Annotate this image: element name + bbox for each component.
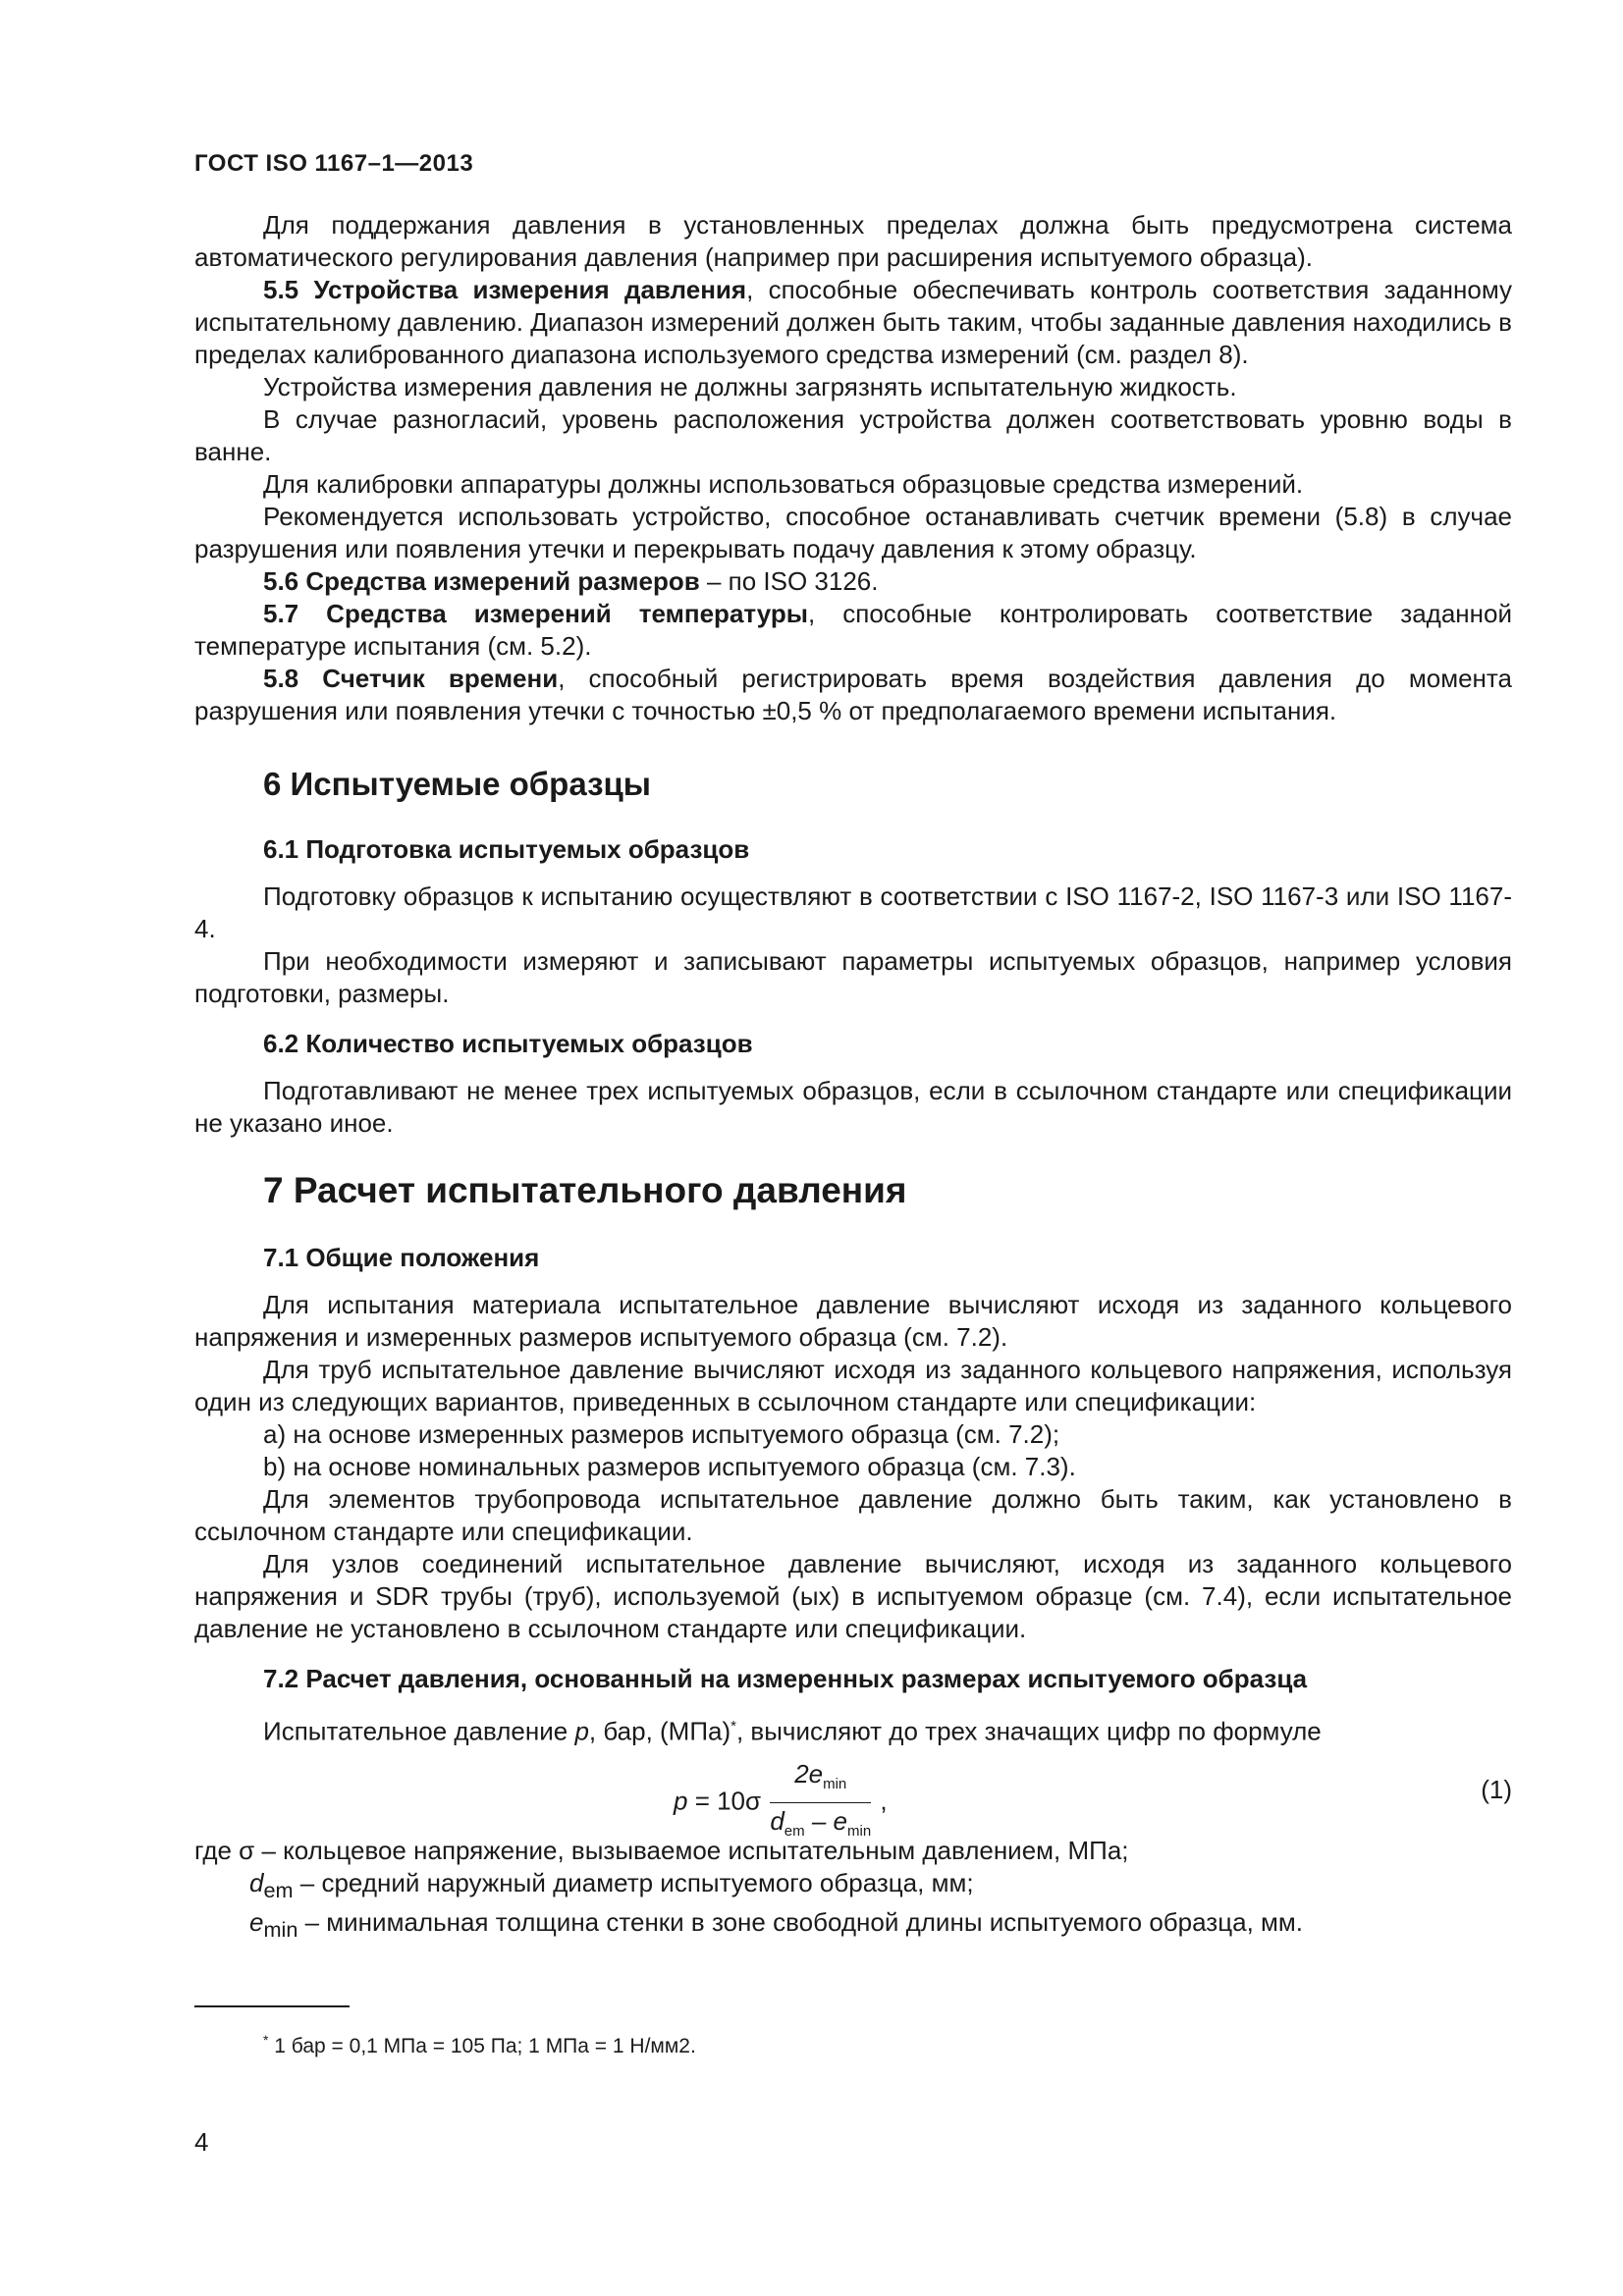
clause-text: – по ISO 3126. bbox=[699, 566, 879, 596]
list-item-b: b) на основе номинальных размеров испытуемого образца (см. 7.3). bbox=[263, 1452, 1076, 1481]
formula-expression bbox=[674, 1758, 888, 1847]
numerator-text: 2e bbox=[794, 1758, 824, 1789]
footnote-text: 1 бар = 0,1 МПа = 105 Па; 1 МПа = 1 Н/мм2. bbox=[268, 2035, 696, 2057]
section-7-heading: 7 Расчет испытательного давления bbox=[263, 1170, 907, 1210]
den-e: – e bbox=[804, 1805, 847, 1836]
page-number: 4 bbox=[194, 2127, 209, 2157]
where-line-1: где σ – кольцевое напряжение, вызываемое испытательным давлением, МПа; bbox=[194, 1835, 1129, 1865]
formula-comma: , bbox=[873, 1786, 888, 1816]
paragraph: Для поддержания давления в установленных пределах должна быть предусмотрена система автоматического регулирования давления (например при расширения испытуемого образца). bbox=[194, 210, 1512, 272]
paragraph: Для испытания материала испытательное давление вычисляют исходя из заданного кольцевого напряжения и измеренных размеров испытуемого образца (см. 7.2). bbox=[194, 1290, 1512, 1352]
den-d: d bbox=[770, 1805, 784, 1836]
paragraph: Рекомендуется использовать устройство, способное останавливать счетчик времени (5.8) в случае разрушения или появления утечки и перекрывать подачу давления к этому образцу. bbox=[194, 502, 1512, 563]
intro-text: , бар, (МПа) bbox=[588, 1716, 731, 1746]
paragraph: Устройства измерения давления не должны загрязнять испытательную жидкость. bbox=[263, 372, 1237, 401]
footnote-separator bbox=[194, 2005, 350, 2007]
den-d-sub: em bbox=[784, 1823, 805, 1841]
subsection-7-2-heading: 7.2 Расчет давления, основанный на измеренных размерах испытуемого образца bbox=[263, 1664, 1308, 1693]
clause-text: , способные контролировать соответствие заданной температуре испытания (см. 5.2). bbox=[194, 599, 1513, 661]
paragraph: Подготавливают не менее трех испытуемых образцов, если в ссылочном стандарте или спецификации не указано иное. bbox=[194, 1076, 1512, 1138]
intro-text: , вычисляют до трех значащих цифр по формуле bbox=[735, 1716, 1322, 1746]
clause-heading: 5.8 Счетчик времени bbox=[263, 664, 559, 693]
document-body bbox=[194, 209, 1512, 1946]
subsection-6-2-heading: 6.2 Количество испытуемых образцов bbox=[263, 1029, 753, 1058]
subsection-6-1-heading: 6.1 Подготовка испытуемых образцов bbox=[263, 834, 750, 864]
subsection-7-1-heading: 7.1 Общие положения bbox=[263, 1243, 540, 1272]
footnote bbox=[263, 2024, 696, 2062]
document-header: ГОСТ ISO 1167–1—2013 bbox=[194, 150, 474, 177]
paragraph-5-5 bbox=[194, 274, 1512, 371]
den-e-sub: min bbox=[847, 1823, 872, 1841]
paragraph-5-8 bbox=[194, 663, 1512, 727]
formula-numerator bbox=[770, 1758, 871, 1803]
formula-denominator bbox=[770, 1803, 871, 1847]
clause-text: , способные обеспечивать контроль соответствия заданному испытательному давлению. Диапазон измерений должен быть таким, чтобы заданные давления находились в пределах калиброванного диапазона используемого средства измерений (см. раздел 8). bbox=[194, 275, 1513, 369]
section-6-heading: 6 Испытуемые образцы bbox=[263, 766, 651, 802]
where-line-3 bbox=[194, 1906, 1512, 1946]
var-sub: min bbox=[263, 1917, 298, 1943]
clause-text: , способный регистрировать время воздействия давления до момента разрушения или появления утечки с точностью ±0,5 % от предполагаемого времени испытания. bbox=[194, 664, 1512, 725]
where-line-2 bbox=[194, 1867, 1512, 1906]
paragraph-5-7 bbox=[194, 598, 1512, 663]
clause-heading: 5.6 Средства измерений размеров bbox=[263, 566, 700, 596]
where-text: – средний наружный диаметр испытуемого образца, мм; bbox=[293, 1867, 974, 1897]
formula-fraction bbox=[770, 1758, 871, 1847]
var-sub: em bbox=[263, 1877, 294, 1902]
var-p: p bbox=[574, 1716, 589, 1746]
formula-lhs: p bbox=[674, 1786, 688, 1816]
var-e: e bbox=[249, 1906, 264, 1937]
equation-number: (1) bbox=[1481, 1774, 1512, 1804]
paragraph: Для узлов соединений испытательное давление вычисляют, исходя из заданного кольцевого напряжения и SDR трубы (труб), используемой (ых) в испытуемом образце (см. 7.4), если испытательное давление не установлено в ссылочном стандарте или спецификации. bbox=[194, 1549, 1512, 1643]
footnote-mark: * bbox=[263, 2032, 269, 2048]
paragraph-5-6 bbox=[194, 565, 1512, 598]
paragraph: Подготовку образцов к испытанию осуществляют в соответствии с ISO 1167-2, ISO 1167-3 или ISO 1167-4. bbox=[194, 881, 1512, 943]
paragraph: В случае разногласий, уровень расположения устройства должен соответствовать уровню воды в ванне. bbox=[194, 404, 1512, 466]
formula-intro bbox=[194, 1710, 1512, 1748]
list-item-a: a) на основе измеренных размеров испытуемого образца (см. 7.2); bbox=[263, 1419, 1060, 1449]
paragraph: Для элементов трубопровода испытательное давление должно быть таким, как установлено в ссылочном стандарте или спецификации. bbox=[194, 1484, 1512, 1546]
formula-1 bbox=[194, 1754, 1512, 1841]
intro-text: Испытательное давление bbox=[263, 1716, 575, 1746]
footnote-ref: * bbox=[730, 1718, 736, 1735]
var-d: d bbox=[249, 1867, 264, 1897]
clause-heading: 5.5 Устройства измерения давления bbox=[263, 275, 747, 304]
where-text: – минимальная толщина стенки в зоне свободной длины испытуемого образца, мм. bbox=[298, 1906, 1303, 1937]
paragraph: При необходимости измеряют и записывают параметры испытуемых образцов, например условия подготовки, размеры. bbox=[194, 946, 1512, 1008]
numerator-sub: min bbox=[823, 1775, 847, 1792]
paragraph: Для труб испытательное давление вычисляют исходя из заданного кольцевого напряжения, используя один из следующих вариантов, приведенных в ссылочном стандарте или спецификации: bbox=[194, 1355, 1512, 1416]
formula-coef: = 10σ bbox=[687, 1786, 762, 1816]
clause-heading: 5.7 Средства измерений температуры bbox=[263, 599, 808, 628]
paragraph: Для калибровки аппаратуры должны использоваться образцовые средства измерений. bbox=[263, 469, 1304, 499]
